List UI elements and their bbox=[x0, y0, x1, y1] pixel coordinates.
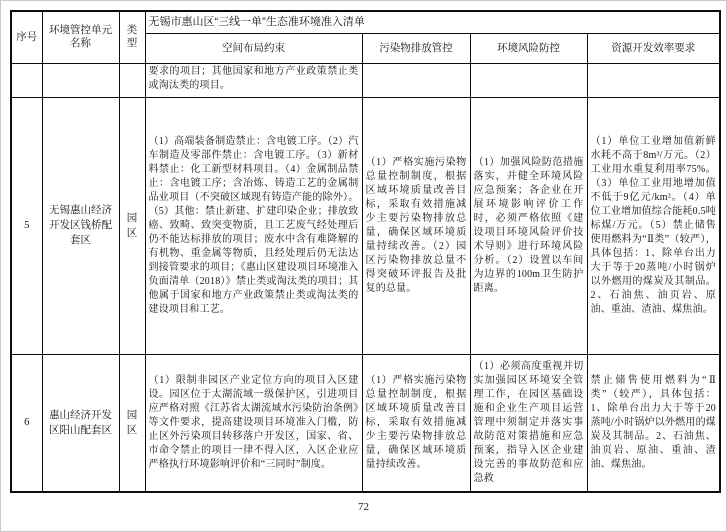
header-spatial: 空间布局约束 bbox=[145, 33, 362, 63]
header-row-top bbox=[11, 11, 720, 33]
header-type: 类型 bbox=[119, 11, 145, 63]
row6-spatial-constraints: （1）限制非园区产业定位方向的项目入区建设。园区位于太湖流域一级保护区，引进项目应严格对照《江苏省太湖流域水污染防治条例》等文件要求，提高建设项目环境准入门槛，防止区外污染项目转移落户开发区，国家、省、市命令禁止的项目一律不得入区，入区企业应严格执行环境影响评价和“三同时”制度。 bbox=[145, 354, 362, 492]
row6-risk-prevention: （1）必须高度重视并切实加强园区环境安全管理工作，在园区基础设施和企业生产项目运营管理中须制定并落实事故防范对策措施和应急预案，指导入区企业建设完善的事故防范和应急救 bbox=[470, 354, 587, 492]
carryover-pollution-empty bbox=[362, 63, 470, 97]
row5-resource-efficiency: （1）单位工业增加值新鲜水耗不高于8m³/万元。（2）工业用水重复利用率75%。（3）单位工业用地增加值不低于9亿元/km²。（4）单位工业增加值综合能耗0.5吨标煤/万元。（5）禁止储售使用燃料为“Ⅱ类”（较严），具体包括：1、除单台出力大于等于20蒸吨/小时锅炉以外燃用的煤炭及其制品。2、石油焦、油页岩、原油、重油、渣油、煤焦油。 bbox=[587, 97, 720, 354]
carryover-unit-empty bbox=[42, 63, 119, 97]
row5-risk-prevention: （1）加强风险防范措施落实，并健全环境风险应急预案；各企业在开展环境影响评价工作时，必须严格依照《建设项目环境风险评价技术导则》进行环境风险分析。（2）设置以车间为边界的100m卫生防护距离。 bbox=[470, 97, 587, 354]
row6-type: 园区 bbox=[119, 354, 145, 492]
header-serial: 序号 bbox=[11, 11, 42, 63]
carryover-risk-empty bbox=[470, 63, 587, 97]
carryover-type-empty bbox=[119, 63, 145, 97]
header-pollution: 污染物排放管控 bbox=[362, 33, 470, 63]
row6-pollution-control: （1）严格实施污染物总量控制制度，根据区域环境质量改善目标，采取有效措施减少主要污染物排放总量，确保区域环境质量持续改善。 bbox=[362, 354, 470, 492]
table-row bbox=[11, 97, 720, 354]
row5-pollution-control: （1）严格实施污染物总量控制制度，根据区域环境质量改善目标，采取有效措施减少主要污染物排放总量，确保区域环境质量持续改善。（2）园区污染物排放总量不得突破环评报告及批复的总量。 bbox=[362, 97, 470, 354]
carryover-serial-empty bbox=[11, 63, 42, 97]
row5-spatial-constraints: （1）高端装备制造禁止：含电镀工序。（2）汽车制造及零部件禁止：含电镀工序。（3）新材料禁止：化工新型材料项目。（4）金属制品禁止：含电镀工序；含冶炼、铸造工艺的金属制品业项目（不突破区域现有铸造产能的除外）。（5）其他：禁止新建、扩建印染企业；排放致癌、致畸、致突变物质，且工艺废气经处理后仍不能达标排放的项目；废水中含有难降解的有机物、重金属等物质，且经处理后仍无法达到接管要求的项目；《惠山区建设项目环境准入负面清单（2018）》禁止类或淘汰类的项目；其他属于国家和地方产业政策禁止类或淘汰类的建设项目和工艺。 bbox=[145, 97, 362, 354]
carryover-row bbox=[11, 63, 720, 97]
header-span-title: 无锡市惠山区“三线一单”生态准环境准入清单 bbox=[145, 11, 720, 33]
row6-serial: 6 bbox=[11, 354, 42, 492]
header-risk: 环境风险防控 bbox=[470, 33, 587, 63]
row6-unit-name: 惠山经济开发区阳山配套区 bbox=[42, 354, 119, 492]
eco-access-table bbox=[10, 10, 721, 493]
row6-resource-efficiency: 禁止储售使用燃料为“Ⅱ类”（较严），具体包括：1、除单台出力大于等于20蒸吨/小时锅炉以外燃用的煤炭及其制品。2、石油焦、油页岩、原油、重油、渣油、煤焦油。 bbox=[587, 354, 720, 492]
row5-type: 园区 bbox=[119, 97, 145, 354]
carryover-resource-empty bbox=[587, 63, 720, 97]
row5-unit-name: 无锡惠山经济开发区钱桥配套区 bbox=[42, 97, 119, 354]
row5-serial: 5 bbox=[11, 97, 42, 354]
table-row bbox=[11, 354, 720, 492]
header-unit-name: 环境管控单元名称 bbox=[42, 11, 119, 63]
header-resource: 资源开发效率要求 bbox=[587, 33, 720, 63]
carryover-spatial-text: 要求的项目；其他国家和地方产业政策禁止类或淘汰类的项目。 bbox=[145, 63, 362, 97]
page-number: 72 bbox=[358, 501, 369, 513]
